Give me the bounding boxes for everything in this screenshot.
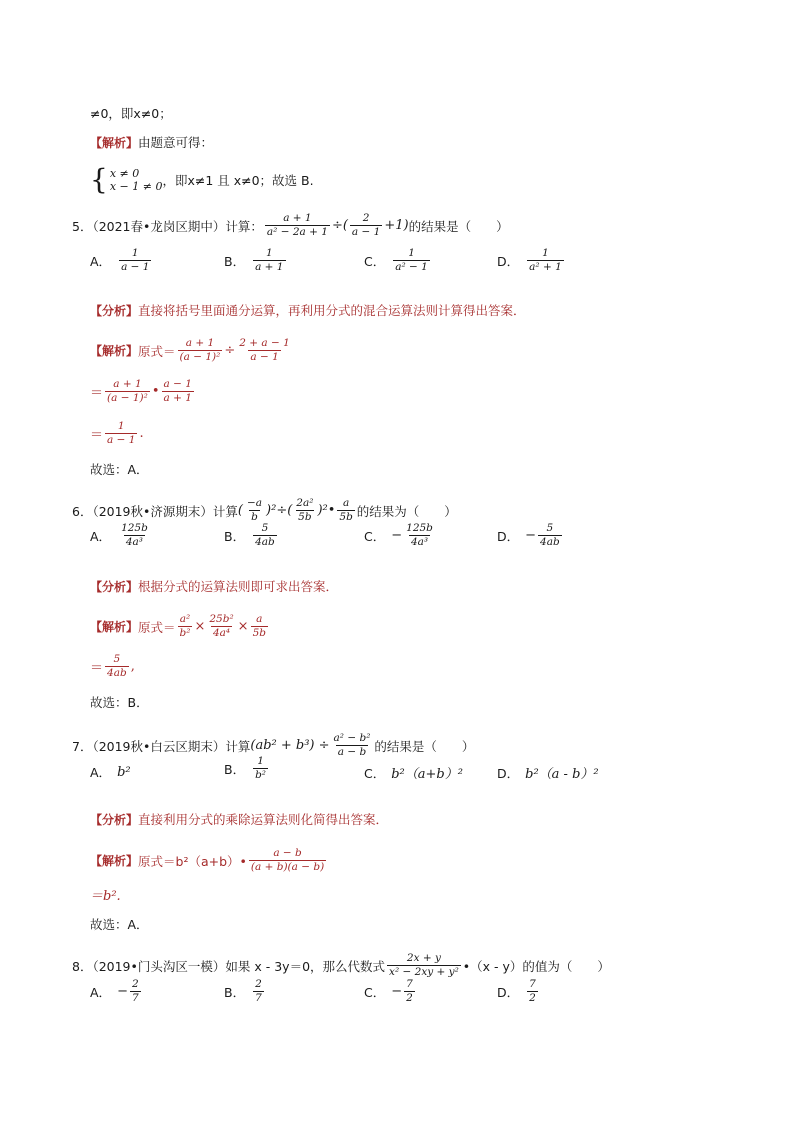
jiexi-tag: 【解析】 — [90, 344, 139, 359]
q6-fenxi — [90, 577, 734, 595]
q6-result: ＝ $\frac{5}{4ab}$ , — [90, 653, 135, 680]
q6-option-a[interactable]: A． $\frac{125b}{\text{4a³}}$ — [90, 522, 148, 549]
q7-frac: $\frac{\text{a² − b²}}{a - b}$ — [333, 732, 371, 759]
fenxi-tag: 【分析】 — [90, 812, 139, 827]
q6-jiexi: 【解析】 原式＝ $\frac{\text{a²}}{\text{b²}}$ × $\frac{\text{25b²}}{\text{4a⁴}}$ × $\frac{a}{5b}$ — [90, 613, 266, 640]
q7-result-text: ＝b². — [90, 889, 121, 904]
q6-fenxi-text: 根据分式的运算法则即可求出答案． — [138, 579, 339, 594]
q5-step-3: ＝ $\frac{1}{a - 1}$ . — [90, 420, 144, 447]
system-line-2: x − 1 ≠ 0 — [109, 180, 163, 193]
q5-fenxi-text: 直接将括号里面通分运算，再利用分式的混合运算法则计算得出答案． — [138, 303, 526, 318]
jiexi-tag: 【解析】 — [90, 854, 139, 869]
jiexi-tag: 【解析】 — [90, 135, 139, 150]
q7-option-a[interactable]: A． b² — [90, 764, 131, 780]
q6-stem-prefix: 6．（2019秋•济源期末）计算 — [72, 503, 238, 519]
q5-frac-2: $\frac{2}{a - 1}$ — [351, 212, 381, 239]
q5-option-a[interactable]: A． $\frac{1}{a - 1}$ — [90, 247, 150, 274]
q5-fenxi — [90, 301, 734, 319]
equation-system — [90, 163, 734, 196]
q8-option-b[interactable]: B． $\frac{2}{7}$ — [224, 978, 262, 1005]
q7-stem-suffix: 的结果是（ ） — [374, 738, 475, 754]
q7-answer — [90, 915, 734, 933]
continued-text: ≠0，即x≠0； — [90, 106, 172, 121]
q7-option-d[interactable]: D． b²（a - b）² — [497, 765, 599, 782]
fenxi-tag: 【分析】 — [90, 579, 139, 594]
system-conclusion: ，即x≠1 且 x≠0；故选 B. — [162, 173, 314, 188]
question-7 — [72, 732, 734, 759]
system-line-1: x ≠ 0 — [109, 166, 140, 180]
q5-answer — [90, 460, 734, 478]
q6-answer — [90, 693, 734, 711]
q5-stem-prefix: 5．（2021春•龙岗区期中）计算： — [72, 218, 263, 234]
q6-option-b[interactable]: B． $\frac{5}{4ab}$ — [224, 522, 275, 549]
q5-step-2: ＝ $\frac{a + 1}{\text{(a − 1)²}}$ • $\frac{a - 1}{a + 1}$ — [90, 378, 192, 405]
q8-option-a[interactable]: A． − $\frac{2}{7}$ — [90, 978, 139, 1005]
q7-stem-expr: (ab² + b³) ÷ — [250, 738, 330, 754]
q5-option-c[interactable]: C． $\frac{1}{\text{a² − 1}}$ — [364, 247, 428, 274]
q5-option-d[interactable]: D． $\frac{1}{\text{a² + 1}}$ — [497, 247, 562, 274]
q5-yuanshi: 原式＝ — [138, 343, 176, 359]
q6-yuanshi: 原式＝ — [138, 619, 176, 635]
question-8 — [72, 952, 734, 979]
q8-stem-prefix: 8．（2019•门头沟区一模）如果 x - 3y＝0，那么代数式 — [72, 958, 386, 974]
q7-yuanshi: 原式＝b²（a+b）• — [138, 853, 247, 869]
q8-option-d[interactable]: D． $\frac{7}{2}$ — [497, 978, 536, 1005]
q5-stem-suffix: 的结果是（ ） — [408, 218, 509, 234]
q7-fenxi-text: 直接利用分式的乘除运算法则化简得出答案． — [138, 812, 389, 827]
q5-frac-1: $\frac{a + 1}{\text{a² − 2a + 1}}$ — [266, 212, 328, 239]
q6-answer-text: 故选：B． — [90, 695, 149, 710]
question-6: 6．（2019秋•济源期末）计算 ( $\frac{-a}{b}$ )²÷( $\frac{\text{2a²}}{5b}$ )²• $\frac{a}{5b}$ 的结果为（ ） — [72, 497, 457, 524]
q8-option-c[interactable]: C． − $\frac{7}{2}$ — [364, 978, 413, 1005]
q8-stem-suffix: •（x - y）的值为（ ） — [462, 958, 610, 974]
q6-stem-suffix: 的结果为（ ） — [356, 503, 457, 519]
q8-frac: $\frac{2x + y}{\text{x² − 2xy + y²}}$ — [389, 952, 459, 979]
continued-line — [90, 104, 734, 122]
q7-fenxi — [90, 810, 734, 828]
system-block: { x ≠ 0 x − 1 ≠ 0 — [90, 163, 163, 196]
q7-stem-prefix: 7．（2019秋•白云区期末）计算 — [72, 738, 251, 754]
jiexi-tag: 【解析】 — [90, 620, 139, 635]
question-5: 5．（2021春•龙岗区期中）计算： $\frac{a + 1}{\text{a² − 2a + 1}}$ ÷( $\frac{2}{a - 1}$ +1) 的结果是（ ） — [72, 212, 509, 239]
q7-jiexi: 【解析】 原式＝b²（a+b）• $\frac{a - b}{(a + b)(a - b)}$ — [90, 847, 325, 874]
q5-option-b[interactable]: B． $\frac{1}{a + 1}$ — [224, 247, 284, 274]
jiexi-text: 由题意可得： — [138, 135, 214, 150]
q5-jiexi: 【解析】 原式＝ $\frac{a + 1}{\text{(a − 1)²}}$ ÷ $\frac{2 + a - 1}{a - 1}$ — [90, 337, 290, 364]
fenxi-tag: 【分析】 — [90, 303, 139, 318]
q7-option-c[interactable]: C． b²（a+b）² — [364, 765, 463, 782]
q6-option-c[interactable]: C． − $\frac{125b}{\text{4a³}}$ — [364, 522, 433, 549]
q7-option-b[interactable]: B． $\frac{1}{\text{b²}}$ — [224, 755, 267, 782]
prev-analysis — [90, 133, 734, 151]
q7-result — [90, 885, 734, 904]
q7-answer-text: 故选：A． — [90, 917, 149, 932]
q6-option-d[interactable]: D． − $\frac{5}{4ab}$ — [497, 522, 560, 549]
q5-answer-text: 故选：A． — [90, 462, 149, 477]
